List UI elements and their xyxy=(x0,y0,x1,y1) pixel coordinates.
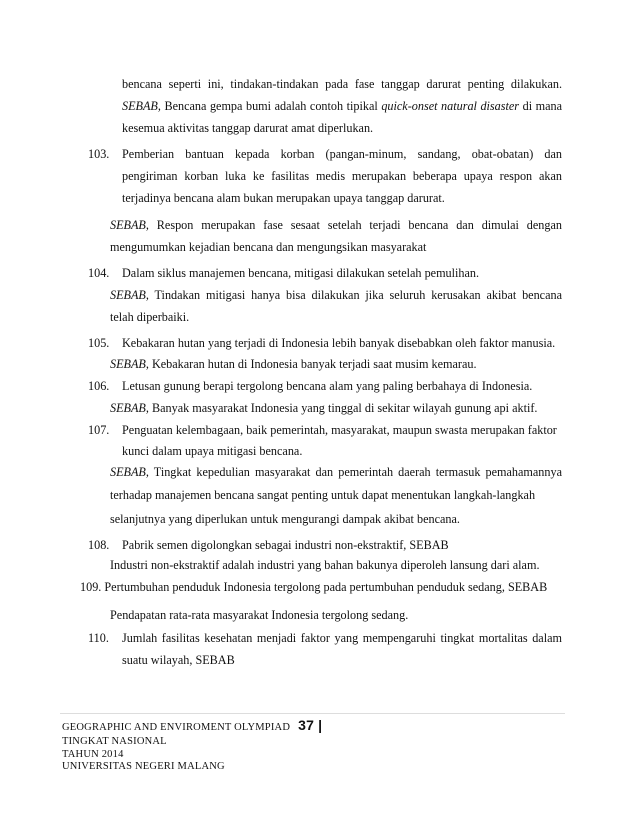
text-segment: Respon merupakan fase sesaat setelah terjadi bencana dan dimulai dengan xyxy=(148,218,562,232)
answer-103-line-1 xyxy=(110,217,562,233)
footer-title-row xyxy=(62,718,322,735)
question-109-text: 109. Pertumbuhan penduduk Indonesia tergolong pada pertumbuhan penduduk sedang, SEBAB xyxy=(80,580,548,594)
question-105-text: Kebakaran hutan yang terjadi di Indonesia lebih banyak disebabkan oleh faktor manusia. xyxy=(122,336,556,350)
text-segment: Banyak masyarakat Indonesia yang tinggal di sekitar wilayah gunung api aktif. xyxy=(148,401,538,415)
answer-104-line-2: telah diperbaiki. xyxy=(110,310,190,324)
page-number: 37 | xyxy=(298,717,323,733)
question-108-text: Pabrik semen digolongkan sebagai industri non-ekstraktif, SEBAB xyxy=(122,538,449,552)
question-110-number: 110. xyxy=(88,631,109,645)
question-110-line-2: suatu wilayah, SEBAB xyxy=(122,653,235,667)
answer-107-line-1 xyxy=(110,464,562,480)
answer-104-line-1 xyxy=(110,287,562,303)
answer-108: Industri non-ekstraktif adalah industri yang bahan bakunya diperoleh lansung dari alam. xyxy=(110,558,540,572)
question-103-line-3: terjadinya bencana alam bukan merupakan upaya tanggap darurat. xyxy=(122,191,445,205)
answer-109: Pendapatan rata-rata masyarakat Indonesia tergolong sedang. xyxy=(110,608,409,622)
answer-103-line-2: mengumumkan kejadian bencana dan mengungsikan masyarakat xyxy=(110,240,427,254)
text-segment: Kebakaran hutan di Indonesia banyak terjadi saat musim kemarau. xyxy=(148,357,477,371)
footer-divider xyxy=(60,713,565,714)
text-segment: Bencana gempa bumi adalah contoh tipikal xyxy=(160,99,382,113)
question-103-line-1: Pemberian bantuan kepada korban (pangan-minum, sandang, obat-obatan) dan xyxy=(122,147,562,161)
question-104-text: Dalam siklus manajemen bencana, mitigasi dilakukan setelah pemulihan. xyxy=(122,266,480,280)
answer-106 xyxy=(110,400,537,416)
question-110-line-1: Jumlah fasilitas kesehatan menjadi faktor yang mempengaruhi tingkat mortalitas dalam xyxy=(122,631,562,645)
question-103-number: 103. xyxy=(88,147,110,161)
sebab-label: SEBAB, xyxy=(110,465,149,479)
sebab-label: SEBAB, xyxy=(122,99,161,113)
question-106-text: Letusan gunung berapi tergolong bencana alam yang paling berbahaya di Indonesia. xyxy=(122,379,533,393)
question-103-line-2: pengiriman korban luka ke fasilitas medis merupakan beberapa upaya respon akan xyxy=(122,169,562,183)
footer-title: GEOGRAPHIC AND ENVIROMENT OLYMPIAD xyxy=(62,722,291,733)
footer-level: TINGKAT NASIONAL xyxy=(62,736,167,747)
question-107-number: 107. xyxy=(88,423,110,437)
answer-107-line-3: selanjutnya yang diperlukan untuk mengurangi dampak akibat bencana. xyxy=(110,512,460,526)
continuation-line-3: kesemua aktivitas tanggap darurat amat diperlukan. xyxy=(122,121,374,135)
sebab-label: SEBAB, xyxy=(110,288,149,302)
text-segment: di mana xyxy=(519,99,563,113)
sebab-label: SEBAB, xyxy=(110,357,149,371)
question-104-number: 104. xyxy=(88,266,110,280)
italic-term: quick-onset natural disaster xyxy=(381,99,520,113)
answer-105 xyxy=(110,356,477,372)
answer-107-line-2: terhadap manajemen bencana sangat penting untuk dapat menentukan langkah-langkah xyxy=(110,488,536,502)
question-105-number: 105. xyxy=(88,336,110,350)
text-segment: Tingkat kepedulian masyarakat dan pemerintah daerah termasuk pemahamannya xyxy=(148,465,562,479)
continuation-line-1: bencana seperti ini, tindakan-tindakan pada fase tanggap darurat penting dilakukan. xyxy=(122,77,562,91)
text-segment: Tindakan mitigasi hanya bisa dilakukan jika seluruh kerusakan akibat bencana xyxy=(148,288,562,302)
question-106-number: 106. xyxy=(88,379,110,393)
footer-university: UNIVERSITAS NEGERI MALANG xyxy=(62,761,225,772)
continuation-line-2 xyxy=(122,98,562,114)
question-107-line-1: Penguatan kelembagaan, baik pemerintah, masyarakat, maupun swasta merupakan faktor xyxy=(122,423,557,437)
question-108-number: 108. xyxy=(88,538,110,552)
footer-year: TAHUN 2014 xyxy=(62,749,124,760)
sebab-label: SEBAB, xyxy=(110,218,149,232)
question-107-line-2: kunci dalam upaya mitigasi bencana. xyxy=(122,444,303,458)
sebab-label: SEBAB, xyxy=(110,401,149,415)
